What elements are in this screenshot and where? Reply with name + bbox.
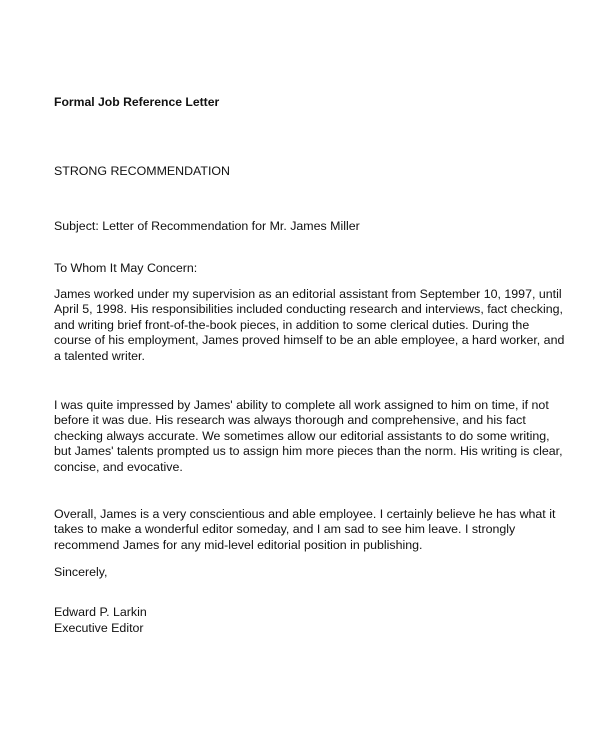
paragraph-2 — [54, 398, 563, 475]
paragraph-1-line: James worked under my supervision as an editorial assistant from September 10, 1997, until — [54, 287, 562, 301]
signer-title: Executive Editor — [54, 621, 144, 635]
paragraph-2-line: I was quite impressed by James' ability to complete all work assigned to him on time, if not — [54, 398, 549, 412]
letter-subject: Subject: Letter of Recommendation for Mr. James Miller — [54, 219, 360, 233]
signer-name: Edward P. Larkin — [54, 605, 147, 619]
paragraph-1 — [54, 287, 565, 364]
paragraph-1-line: course of his employment, James proved himself to be an able employee, a hard worker, and — [54, 333, 565, 348]
paragraph-1-line: a talented writer. — [54, 348, 145, 363]
paragraph-1-line: April 5, 1998. His responsibilities included conducting research and interviews, fact checking, — [54, 302, 563, 317]
paragraph-3-line: takes to make a wonderful editor someday, and I am sad to see him leave. I strongly — [54, 522, 516, 537]
paragraph-3-line: Overall, James is a very conscientious and able employee. I certainly believe he has what it — [54, 507, 556, 521]
paragraph-2-line: concise, and evocative. — [54, 459, 183, 474]
paragraph-2-line: checking always accurate. We sometimes allow our editorial assistants to do some writing, — [54, 428, 550, 443]
letter-heading: STRONG RECOMMENDATION — [54, 164, 230, 178]
letter-salutation: To Whom It May Concern: — [54, 261, 198, 275]
paragraph-2-line: before it was due. His research was always thorough and comprehensive, and his fact — [54, 413, 526, 428]
document-title: Formal Job Reference Letter — [54, 95, 220, 109]
paragraph-3-line: recommend James for any mid-level editorial position in publishing. — [54, 537, 423, 552]
paragraph-3 — [54, 507, 554, 553]
paragraph-1-line: and writing brief front-of-the-book pieces, in addition to some clerical duties. During the — [54, 317, 530, 332]
letter-closing: Sincerely, — [54, 565, 108, 579]
paragraph-2-line: but James' talents prompted us to assign him more pieces than the norm. His writing is clear, — [54, 444, 563, 459]
